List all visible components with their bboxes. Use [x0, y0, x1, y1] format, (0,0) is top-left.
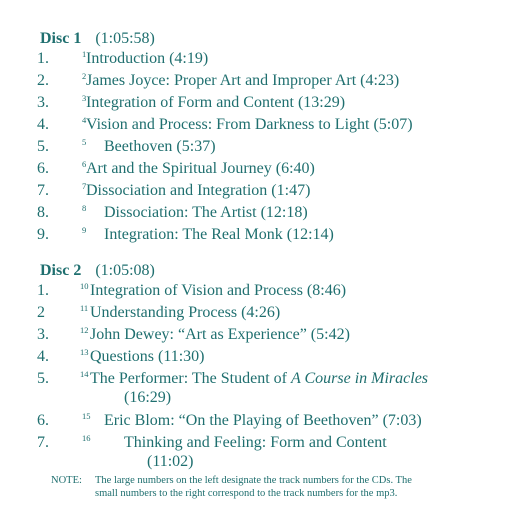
- mp3-number: 13: [80, 347, 89, 357]
- track-title: Eric Blom: “On the Playing of Beethoven” (7:03): [104, 412, 422, 429]
- track-number: 8.: [37, 204, 49, 221]
- track-title-continuation: (11:02): [147, 453, 194, 470]
- disc-2-heading: [40, 262, 155, 280]
- track-number: 3.: [37, 326, 49, 343]
- track-number: 4.: [37, 116, 49, 133]
- mp3-number: 12: [80, 325, 89, 335]
- track-number: 4.: [37, 348, 49, 365]
- track-title: Integration of Form and Content (13:29): [86, 94, 346, 111]
- mp3-number: 1: [82, 49, 87, 59]
- track-title: Vision and Process: From Darkness to Light (5:07): [86, 116, 413, 133]
- track-title: Understanding Process (4:26): [90, 304, 281, 321]
- track-title: Integration of Vision and Process (8:46): [90, 282, 347, 299]
- footnote: [51, 474, 412, 500]
- mp3-number: 3: [82, 93, 87, 103]
- track-number: 2.: [37, 72, 49, 89]
- track-title: John Dewey: “Art as Experience” (5:42): [90, 326, 350, 343]
- footnote-line: [51, 474, 412, 487]
- book-title: A Course in Miracles: [290, 370, 429, 387]
- track-number: 1.: [37, 50, 49, 67]
- mp3-number: 16: [82, 433, 91, 443]
- track-title: Thinking and Feeling: Form and Content: [124, 434, 387, 451]
- disc-label: Disc 2: [40, 262, 82, 279]
- mp3-number: 6: [82, 159, 87, 169]
- track-title: [90, 370, 428, 388]
- mp3-number: 2: [82, 71, 87, 81]
- track-title: Introduction (4:19): [86, 50, 209, 67]
- disc-label: Disc 1: [40, 30, 82, 47]
- track-title: Questions (11:30): [90, 348, 205, 365]
- track-number: 3.: [37, 94, 49, 111]
- mp3-number: 9: [82, 225, 87, 235]
- track-title-text: The Performer: The Student of: [90, 370, 291, 387]
- track-number: 5.: [37, 138, 49, 155]
- note-text: The large numbers on the left designate the track numbers for the CDs. The: [95, 475, 412, 486]
- track-number: 5.: [37, 370, 49, 387]
- track-number: 1.: [37, 282, 49, 299]
- track-title: Integration: The Real Monk (12:14): [104, 226, 334, 243]
- track-title: Dissociation: The Artist (12:18): [104, 204, 308, 221]
- note-text: small numbers to the right correspond to the track numbers for the mp3.: [95, 488, 398, 499]
- mp3-number: 14: [80, 369, 89, 379]
- mp3-number: 10: [80, 281, 89, 291]
- disc-duration: (1:05:58): [95, 30, 155, 47]
- disc-duration: (1:05:08): [95, 262, 155, 279]
- track-title: Dissociation and Integration (1:47): [86, 182, 311, 199]
- track-number: 7.: [37, 434, 49, 451]
- mp3-number: 5: [82, 137, 87, 147]
- mp3-number: 11: [80, 303, 89, 313]
- track-title: Art and the Spiritual Journey (6:40): [86, 160, 315, 177]
- disc-1-heading: [40, 30, 155, 48]
- note-label: NOTE:: [51, 475, 82, 486]
- track-title-continuation: (16:29): [124, 389, 172, 406]
- track-title: James Joyce: Proper Art and Improper Art (4:23): [86, 72, 400, 89]
- mp3-number: 15: [82, 411, 91, 421]
- mp3-number: 7: [82, 181, 87, 191]
- mp3-number: 4: [82, 115, 87, 125]
- track-title: Beethoven (5:37): [104, 138, 216, 155]
- track-number: 2: [37, 304, 45, 321]
- track-number: 7.: [37, 182, 49, 199]
- track-number: 9.: [37, 226, 49, 243]
- track-number: 6.: [37, 160, 49, 177]
- track-number: 6.: [37, 412, 49, 429]
- mp3-number: 8: [82, 203, 87, 213]
